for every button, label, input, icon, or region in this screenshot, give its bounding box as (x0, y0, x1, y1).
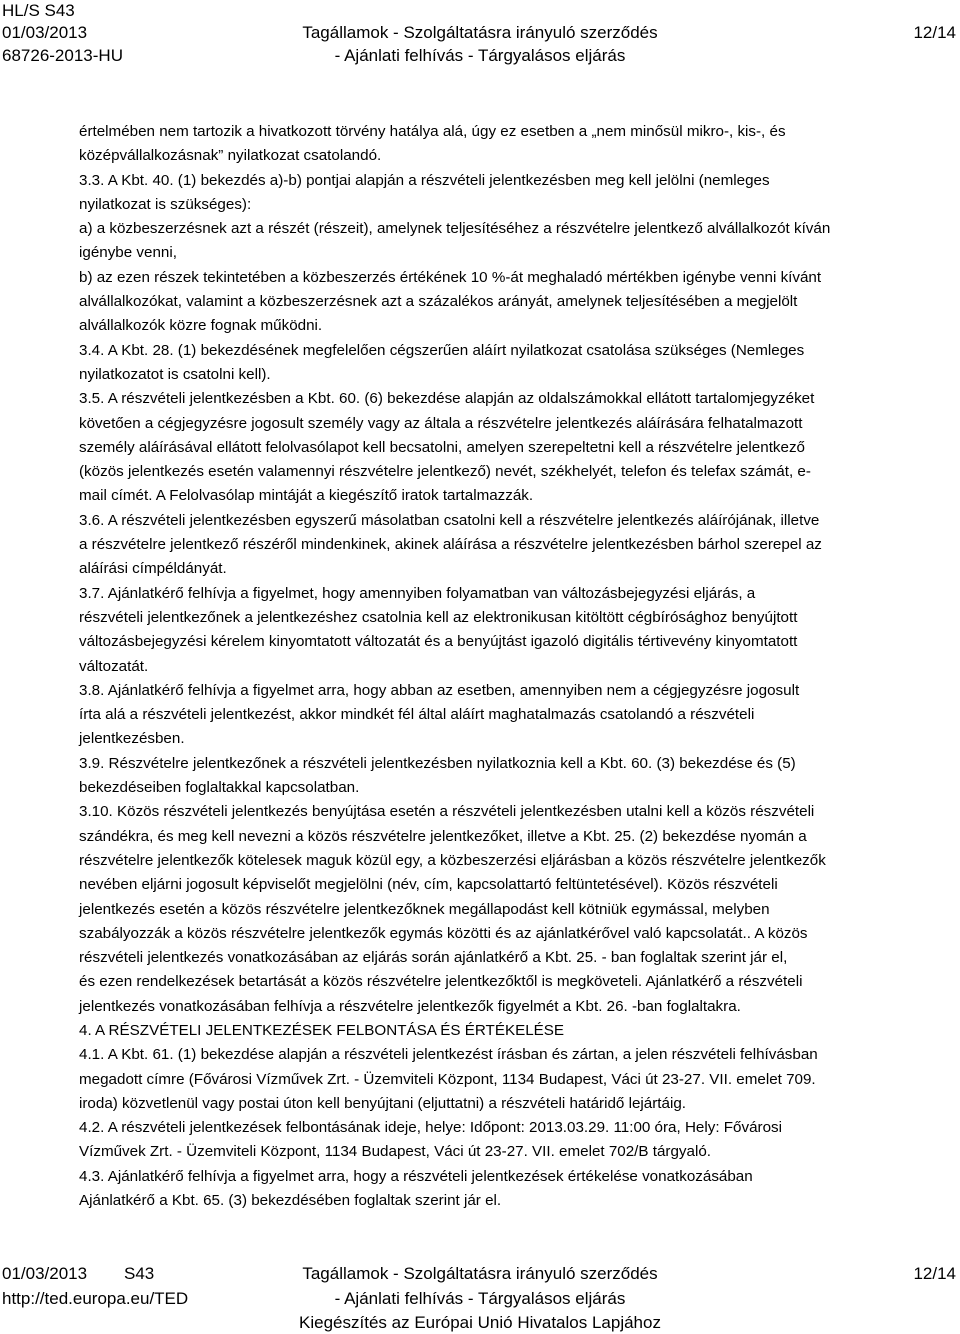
text-line: Vízművek Zrt. - Üzemviteli Központ, 1134 Budapest, Váci út 23-27. VII. emelet 702/B tárgyaló. (79, 1143, 711, 1161)
text-line: változásbejegyzési kérelem kinyomtatott változatát és a benyújtást igazoló digitális tértivevény kinyomtatott (79, 633, 798, 651)
text-line: változatát. (79, 657, 149, 675)
text-line: 4.2. A részvételi jelentkezések felbontásának ideje, helye: Időpont: 2013.03.29. 11:00 óra, Hely: Fővárosi (79, 1119, 783, 1137)
text-line: mail címét. A Felolvasólap mintáját a kiegészítő iratok tartalmazzák. (79, 487, 534, 505)
text-line: a részvételre jelentkező részéről mindenkinek, akinek aláírása a részvételre jelentkezésben bárhol szerepel az (79, 536, 822, 554)
text-line: 3.6. A részvételi jelentkezésben egyszerű másolatban csatolni kell a részvételre jelentkezés aláírójának, illetve (79, 511, 820, 529)
text-line: 3.4. A Kbt. 28. (1) bekezdésének megfelelően cégszerűen aláírt nyilatkozat csatolása szükséges (Nemleges (79, 341, 805, 359)
text-line: alvállalkozók közre fognak működni. (79, 317, 323, 335)
footer-url[interactable]: http://ted.europa.eu/TED (2, 1289, 189, 1308)
text-line: és ezen rendelkezések betartását a közös részvételre jelentkezőktől is megköveteli. Ajánlatkérő a részvételi (79, 973, 803, 991)
text-line: 4. A RÉSZVÉTELI JELENTKEZÉSEK FELBONTÁSA ÉS ÉRTÉKELÉSE (79, 1021, 565, 1039)
text-line: jelentkezés vonatkozásában felhívja a részvételre jelentkezők figyelmét a Kbt. 26. -ban foglaltakra. (79, 997, 741, 1015)
text-line: írta alá a részvételi jelentkezést, akkor mindkét fél által aláírt maghatalmazás csatolandó a részvételi (79, 706, 755, 724)
header-doc-code: HL/S S43 (2, 1, 75, 20)
text-line: jelentkezésben. (79, 730, 185, 748)
header-page-number: 12/14 (913, 23, 956, 42)
text-line: jelentkezés esetén a közös részvételre jelentkezőknek megállapodást kell kötniük egymással, melyben (79, 900, 770, 918)
header-date: 01/03/2013 (2, 23, 88, 42)
text-line: (közös jelentkezés esetén valamennyi részvételre jelentkező) nevét, székhelyét, telefon és telefax számát, e- (79, 463, 811, 481)
text-line: 4.3. Ajánlatkérő felhívja a figyelmet arra, hogy a részvételi jelentkezések értékelése vonatkozásában (79, 1167, 753, 1185)
text-line: igénybe venni, (79, 244, 177, 262)
text-line: 3.8. Ajánlatkérő felhívja a figyelmet arra, hogy abban az esetben, amennyiben nem a cégjegyzésre jogosult (79, 681, 800, 699)
text-line: b) az ezen részek tekintetében a közbeszerzés értékének 10 %-át meghaladó mértékben igénybe venni kívánt (79, 268, 822, 286)
text-line: követően a cégjegyzésre jogosult személy vagy az általa a részvételre jelentkezés aláírására felhatalmazott (79, 414, 803, 432)
text-line: 3.3. A Kbt. 40. (1) bekezdés a)-b) pontjai alapján a részvételi jelentkezésben meg kell jelölni (nemleges (79, 171, 770, 189)
footer-title-line1: Tagállamok - Szolgáltatásra irányuló szerződés (302, 1264, 658, 1283)
document-body (79, 120, 957, 1213)
text-line: szabályozzák a közös részvételre jelentkezők egymás közötti és az ajánlatkérővel való kapcsolatát.. A közös (79, 924, 808, 942)
footer-page-number: 12/14 (913, 1264, 956, 1283)
text-line: iroda) közvetlenül vagy postai úton kell benyújtani (eljuttatni) a részvételi határidő lejártáig. (79, 1094, 686, 1112)
header-notice-id: 68726-2013-HU (2, 46, 123, 65)
text-line: nevében eljárni jogosult képviselőt megjelölni (név, cím, kapcsolattartó feltüntetésével). Közös részvételi (79, 876, 778, 894)
text-line: 4.1. A Kbt. 61. (1) bekezdése alapján a részvételi jelentkezést írásban és zártan, a jelen részvételi felhívásban (79, 1046, 818, 1064)
text-line: részvételre jelentkezők kötelesek maguk közül egy, a közbeszerzési eljárásban a közös részvételre jelentkezők (79, 851, 826, 869)
text-line: középvállalkozásnak” nyilatkozat csatolandó. (79, 147, 382, 165)
text-line: részvételi jelentkezés vonatkozásában az eljárás során ajánlatkérő a Kbt. 25. - ban foglaltak szerint jár el, (79, 949, 788, 967)
text-line: megadott címre (Fővárosi Vízművek Zrt. - Üzemviteli Központ, 1134 Budapest, Váci út 23-27. VII. emelet 709. (79, 1070, 816, 1088)
header-title-line2: - Ajánlati felhívás - Tárgyalásos eljárás (334, 46, 626, 65)
text-line: nyilatkozat is szükséges): (79, 195, 252, 213)
text-line: 3.5. A részvételi jelentkezésben a Kbt. 60. (6) bekezdése alapján az oldalszámokkal ellátott tartalomjegyzéket (79, 390, 815, 408)
footer-date: 01/03/2013 (2, 1264, 88, 1283)
text-line: alvállalkozókat, valamint a közbeszerzésnek azt a százalékos arányát, amelynek teljesítésében a megjelölt (79, 293, 798, 311)
text-line: nyilatkozatot is csatolni kell). (79, 365, 271, 383)
footer-series: S43 (124, 1264, 155, 1283)
text-line: 3.7. Ajánlatkérő felhívja a figyelmet, hogy amennyiben folyamatban van változásbejegyzési eljárás, a (79, 584, 756, 602)
text-line: részvételi jelentkezőnek a jelentkezéshez csatolnia kell az elektronikusan kitöltött cégbírósághoz benyújtott (79, 608, 798, 626)
text-line: Ajánlatkérő a Kbt. 65. (3) bekezdésében foglaltak szerint jár el. (79, 1192, 502, 1210)
text-line: szándékra, és meg kell nevezni a közös részvételre jelentkezőket, illetve a Kbt. 25. (2) bekezdése nyomán a (79, 827, 807, 845)
header-title-line1: Tagállamok - Szolgáltatásra irányuló szerződés (302, 23, 658, 42)
text-line: 3.9. Részvételre jelentkezőnek a részvételi jelentkezésben nyilatkoznia kell a Kbt. 60. (3) bekezdése és (5) (79, 754, 796, 772)
text-line: 3.10. Közös részvételi jelentkezés benyújtása esetén a részvételi jelentkezésben utalni kell a közös részvételi (79, 803, 815, 821)
footer-title-line2: - Ajánlati felhívás - Tárgyalásos eljárás (334, 1289, 626, 1308)
footer-supplement-note: Kiegészítés az Európai Unió Hivatalos Lapjához (299, 1313, 661, 1332)
text-line: értelmében nem tartozik a hivatkozott törvény hatálya alá, úgy ez esetben a „nem minősül mikro-, kis-, és (79, 123, 786, 140)
text-line: személy aláírásával ellátott felolvasólapot kell becsatolni, amelyen szerepeltetni kell a részvételre jelentkező (79, 438, 805, 456)
text-line: bekezdéseiben foglaltakkal kapcsolatban. (79, 779, 360, 797)
text-line: aláírási címpéldányát. (79, 560, 227, 578)
text-line: a) a közbeszerzésnek azt a részét (részeit), amelynek teljesítéséhez a részvételre jelentkező alvállalkozót kíván (79, 220, 831, 238)
